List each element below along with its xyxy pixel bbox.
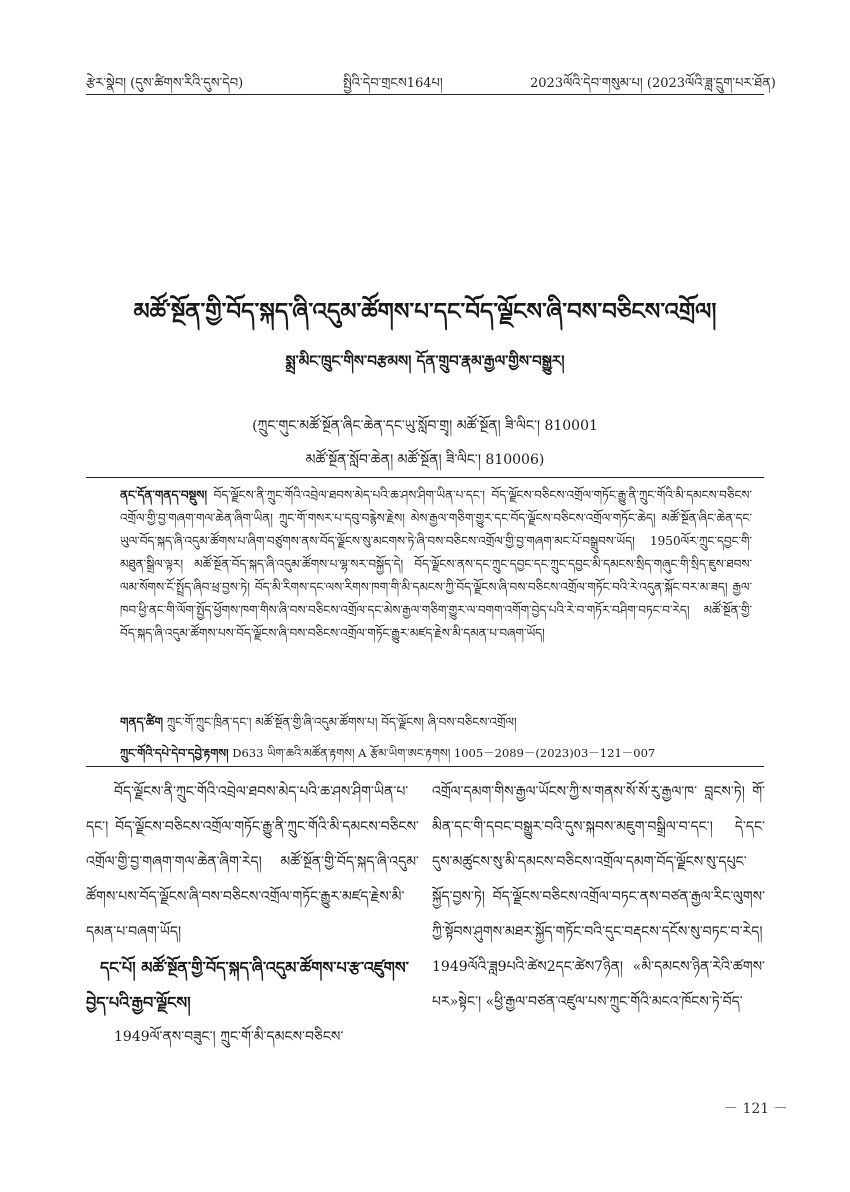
running-header-date: 2023ལོའི་དེབ་གསུམ་པ། (2023ལོའི་ཟླ་དྲུག་པར་ཐོན) bbox=[530, 76, 776, 91]
classification-text: D633 ཡིག་ཆའི་མཚོན་རྟགས། A རྩོམ་ཡིག་ཨང་རྟགས། 1005－2089－(2023)03－121－007 bbox=[228, 746, 656, 760]
running-header-issue: སྤྱིའི་དེབ་གྲངས164པ། bbox=[343, 76, 443, 91]
classification-codes bbox=[120, 740, 752, 773]
body-paragraph: 1949ལོ་ནས་བཟུང་། ཀྲུང་གོ་མི་དམངས་བཅིངས་ bbox=[114, 1029, 344, 1045]
body-column-right bbox=[432, 775, 765, 1020]
affiliation-line-1: (ཀྲུང་གུང་མཚོ་སྔོན་ཞིང་ཆེན་དང་ཡུ་སློབ་གྲྭ། མཚོ་སྔོན། ཟི་ལིང་། 810001 bbox=[252, 418, 598, 434]
article-title: མཚོ་སྔོན་གྱི་བོད་སྐད་ཞི་འདུམ་ཚོགས་པ་དང་བོད་ལྗོངས་ཞི་བས་བཅིངས་འགྲོལ། bbox=[133, 298, 717, 325]
header-rule bbox=[86, 94, 764, 95]
page-number: － 121 － bbox=[724, 1101, 788, 1117]
abstract-top-rule bbox=[86, 477, 764, 478]
keywords bbox=[120, 709, 752, 743]
body-column-left bbox=[86, 775, 419, 1055]
affiliation-line-2: མཚོ་སྔོན་སློབ་ཆེན། མཚོ་སྔོན། ཟི་ལིང་། 810006) bbox=[305, 452, 545, 468]
abstract-label: ནང་དོན་གནད་བསྡུས། bbox=[120, 488, 208, 502]
article-authors: སྨྲ་མིང་ཁྲུང་གིས་བརྩམས། དོན་གྲུབ་རྣམ་རྒྱལ་གྱིས་བསྒྱུར། bbox=[285, 352, 565, 370]
abstract bbox=[120, 484, 752, 645]
section-heading: དང་པོ། མཚོ་སྔོན་གྱི་བོད་སྐད་ཞི་འདུམ་ཚོགས་པ་རྩ་འཛུགས་བྱེད་པའི་རྒྱབ་ལྗོངས། bbox=[86, 958, 410, 1012]
abstract-bottom-rule bbox=[86, 766, 764, 767]
running-header-journal: རྩེར་སྣེབ། (དུས་ཚིགས་རིའི་དུས་དེབ) bbox=[86, 76, 244, 91]
classification-label: ཀྲུང་གོའི་དཔེ་དེབ་དབྱེ་རྟགས། bbox=[120, 746, 229, 760]
keywords-text: ཀྲུང་གོ་ཀྲུང་ཁྲིན་དང་། མཚོ་སྔོན་གྱི་ཞི་འདུམ་ཚོགས་པ། བོད་ལྗོངས། ཞི་བས་བཅིངས་འགྲོལ། bbox=[162, 715, 517, 729]
body-paragraph: འགྲོལ་དམག་གིས་རྒྱལ་ཡོངས་ཀྱི་ས་གནས་སོ་སོ་རུ་རྒྱལ་ཁ་ བླངས་ཏེ། གོ་མིན་དང་གི་དབང་བསྒྱུར་བའི་དུས་སྐབས་མཇུག་བསྒྲིལ་བ་དང་། དེ་དང་དུས་མཚུངས་སུ་མི་དམངས་བཅིངས་འགྲོལ་དམག་བོད་ལྗོངས་སུ་དཔུང་སྐྱོད་བྱས་ཏེ། བོད་ལྗོངས་བཅིངས་འགྲོལ་བཏང་ནས་བཙན་རྒྱལ་རིང་ལུགས་ཀྱི་སྟོབས་ཤུགས་མཐར་སྐྱོད་གཏོང་བའི་དུང་བརྡངས་དངོས་སུ་བཏང་བ་རེད། 1949ལོའི་ཟླ9པའི་ཚེས2དང་ཚེས7ཉིན། «མི་དམངས་ཉིན་རེའི་ཚགས་པར»སྟེང་། «ཕྱི་རྒྱལ་བཙན་འཛུལ་པས་ཀྲུང་གོའི་མངའ་ཁོངས་ཏེ་བོད་ bbox=[432, 784, 765, 1010]
body-paragraph: བོད་ལྗོངས་ནི་ཀྲུང་གོའི་འབྲེལ་ཐབས་མེད་པའི་ཆ་ཤས་ཤིག་ཡིན་པ་དང་། བོད་ལྗོངས་བཅིངས་འགྲོལ་གཏོང་རྒྱུ་ནི་ཀྲུང་གོའི་མི་དམངས་བཅིངས་འགྲོལ་གྱི་བྱ་གཞག་གལ་ཆེན་ཞིག་རེད། མཚོ་སྔོན་གྱི་བོད་སྐད་ཞི་འདུམ་ཚོགས་པས་བོད་ལྗོངས་ཞི་བས་བཅིངས་འགྲོལ་གཏོང་རྒྱུར་མཛད་རྗེས་མི་དམན་པ་བཞག་ཡོད། bbox=[86, 784, 419, 940]
keywords-label: གནད་ཚིག bbox=[120, 715, 163, 729]
abstract-text: བོད་ལྗོངས་ནི་ཀྲུང་གོའི་འབྲེལ་ཐབས་མེད་པའི་ཆ་ཤས་ཤིག་ཡིན་པ་དང་། བོད་ལྗོངས་བཅིངས་འགྲོལ་གཏོང་རྒྱུ་ནི་ཀྲུང་གོའི་མི་དམངས་བཅིངས་འགྲོལ་གྱི་བྱ་གཞག་གལ་ཆེན་ཞིག་ཡིན། ཀྲུང་གོ་གསར་པ་དབུ་བརྙེས་རྗེས། མེས་རྒྱལ་གཅིག་གྱུར་དང་བོད་ལྗོངས་བཅིངས་འགྲོལ་གཏོང་ཆེད། མཚོ་སྔོན་ཞིང་ཆེན་དང་ཡུལ་བོད་སྐད་ཞི་འདུམ་ཚོགས་པ་ཞིག་བཙུགས་ནས་བོད་ལྗོངས་སུ་མངགས་ཏེ་ཞི་བས་བཅིངས་འགྲོལ་གྱི་བྱ་གཞག་མང་པོ་བསྒྲུབས་ཡོད། 1950ལོར་ཀྲུང་དབྱང་གི་མཐུན་སྒྲིལ་ལྟར། མཚོ་སྔོན་བོད་སྐད་ཞི་འདུམ་ཚོགས་པ་ལྷ་སར་བསྐྱོད་དེ། བོད་ལྗོངས་ནས་དང་ཀྲུང་དབྱང་དང་ཀྲུང་དབྱང་མི་དམངས་སྲིད་གཞུང་གི་སྲིད་ཇུས་ཐབས་ལམ་སོགས་ངོ་སྤྲོད་ཞིབ་ཕྲ་བྱས་ཏེ། བོད་མི་རིགས་དང་ལས་རིགས་ཁག་གི་མི་དམངས་ཀྱི་བོད་ལྗོངས་ཞི་བས་བཅིངས་འགྲོལ་གཏོང་བའི་རེ་འདུན་སྐོང་བར་མ་ཟད། རྒྱལ་ཁབ་ཕྱི་ནང་གི་ལོག་སྤྱོད་ཕྱོགས་ཁག་གིས་ཞི་བས་བཅིངས་འགྲོལ་དང་མེས་རྒྱལ་གཅིག་གྱུར་ལ་བགག་འགོག་བྱེད་པའི་རེ་བ་གཏོར་བཤིག་བཏང་བ་རེད། མཚོ་སྔོན་གྱི་བོད་སྐད་ཞི་འདུམ་ཚོགས་པས་བོད་ལྗོངས་ཞི་བས་བཅིངས་འགྲོལ་གཏོང་རྒྱུར་མཛད་རྗེས་མི་དམན་པ་བཞག་ཡོད། bbox=[120, 488, 752, 640]
